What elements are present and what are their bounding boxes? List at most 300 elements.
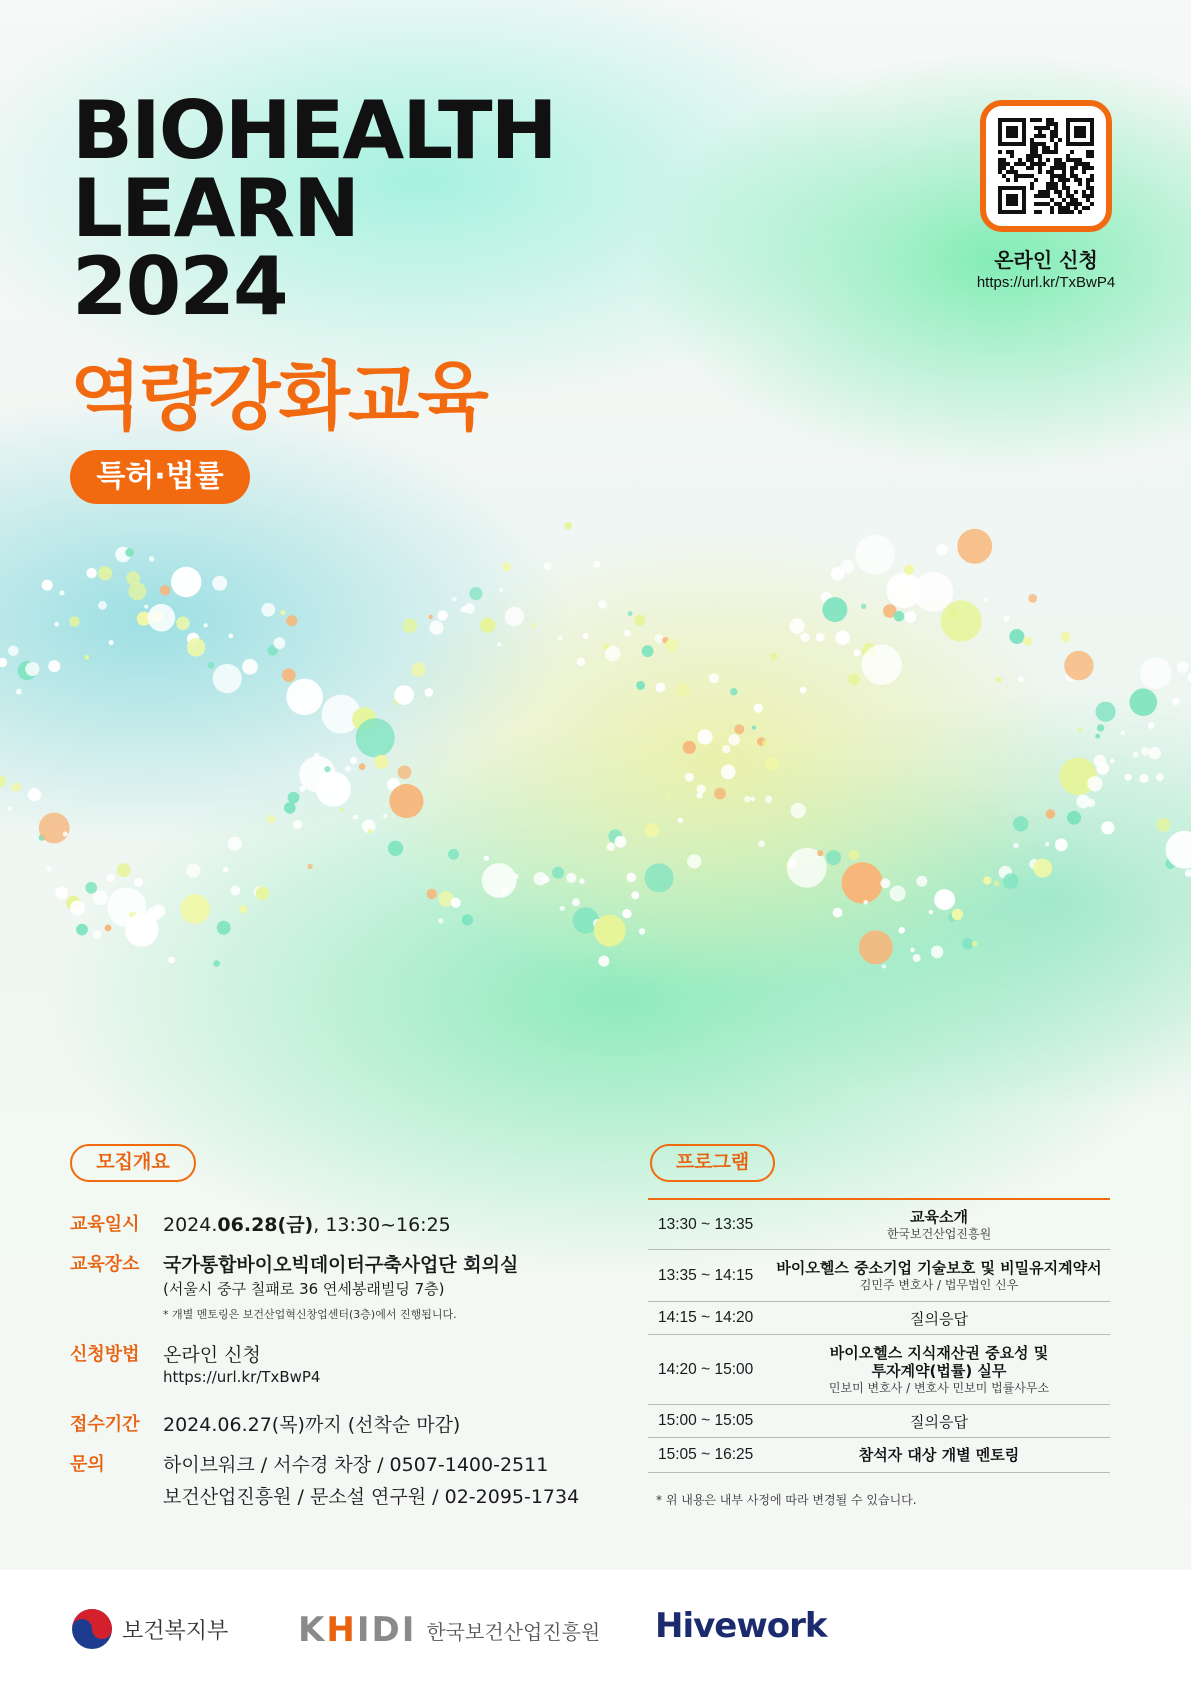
helix-dot — [239, 905, 247, 913]
program-row — [648, 1200, 1110, 1250]
helix-dot — [125, 548, 134, 557]
helix-dot — [579, 878, 585, 884]
date-day: 06.28(금) — [217, 1214, 314, 1236]
helix-dot — [531, 623, 536, 628]
helix-dot — [1110, 759, 1114, 763]
helix-dot — [180, 894, 210, 924]
helix-dot — [256, 887, 270, 901]
program-description — [768, 1200, 1110, 1249]
info-apply-key: 신청방법 — [70, 1344, 140, 1365]
helix-dot — [429, 615, 433, 619]
info-date-value — [163, 1210, 451, 1237]
helix-dot — [916, 876, 927, 887]
helix-dot — [913, 954, 921, 962]
info-contact-key: 문의 — [70, 1454, 105, 1475]
footer — [0, 1570, 1191, 1684]
helix-dot — [69, 616, 79, 626]
helix-dot — [149, 556, 154, 561]
helix-dot — [109, 640, 114, 645]
title-line-2: LEARN — [72, 162, 359, 255]
helix-dot — [11, 782, 21, 792]
helix-dot — [1087, 776, 1102, 791]
helix-dot — [359, 763, 366, 770]
info-period-key: 접수기간 — [70, 1414, 140, 1435]
helix-dot — [861, 604, 866, 609]
helix-dot — [448, 849, 459, 860]
program-description — [768, 1335, 1110, 1404]
helix-dot — [1156, 773, 1164, 781]
helix-dot — [722, 745, 730, 753]
helix-dot — [228, 837, 242, 851]
helix-dot — [855, 535, 895, 575]
helix-dot — [368, 829, 373, 834]
program-time: 14:20 ~ 15:00 — [658, 1360, 754, 1378]
helix-dot — [117, 863, 131, 877]
helix-dot — [624, 630, 631, 637]
helix-dot — [622, 909, 631, 918]
helix-dot — [863, 900, 868, 905]
helix-dot — [800, 687, 807, 694]
program-time: 13:35 ~ 14:15 — [658, 1266, 754, 1284]
title-english — [72, 84, 556, 333]
helix-dot — [286, 615, 297, 626]
helix-dot — [734, 724, 744, 734]
helix-dot — [427, 889, 437, 899]
helix-dot — [1133, 752, 1139, 758]
helix-dot — [1097, 762, 1110, 775]
helix-dot — [605, 646, 621, 662]
helix-dot — [1060, 632, 1071, 643]
helix-dot — [752, 726, 756, 730]
topic-tag: 특허·법률 — [70, 450, 250, 504]
title-korean: 역량강화교육 — [70, 354, 487, 440]
khidi-mark-h: H — [326, 1610, 357, 1650]
helix-dot — [42, 580, 53, 591]
info-contact-line-1: 하이브워크 / 서수경 차장 / 0507-1400-2511 — [163, 1454, 549, 1476]
helix-dot — [307, 864, 312, 869]
helix-dot — [128, 582, 146, 600]
helix-dot — [350, 757, 357, 764]
helix-dot — [282, 668, 296, 682]
helix-dot — [728, 734, 740, 746]
helix-dot — [438, 918, 443, 923]
program-title: 질의응답 — [910, 1412, 968, 1431]
helix-dot — [1157, 818, 1171, 832]
helix-dot — [558, 636, 563, 641]
helix-dot — [105, 925, 112, 932]
helix-dot — [931, 946, 944, 959]
helix-dot — [1141, 747, 1150, 756]
helix-dot — [1023, 637, 1032, 646]
helix-dot — [1172, 698, 1179, 705]
helix-dot — [1064, 651, 1093, 680]
program-speaker: 민보미 변호사 / 변호사 민보미 법률사무소 — [828, 1380, 1050, 1395]
helix-dot — [849, 850, 859, 860]
date-time: , 13:30~16:25 — [313, 1214, 451, 1236]
helix-dot — [54, 622, 59, 627]
helix-dot — [452, 597, 457, 602]
helix-dot — [934, 889, 955, 910]
khidi-mark — [298, 1610, 416, 1650]
helix-dot — [994, 881, 999, 886]
program-description — [768, 1405, 1110, 1437]
helix-dot — [505, 607, 524, 626]
helix-dot — [1055, 838, 1068, 851]
helix-dot — [714, 788, 726, 800]
helix-dot — [469, 587, 482, 600]
helix-dot — [1046, 809, 1056, 819]
recruit-heading: 모집개요 — [70, 1144, 196, 1182]
helix-dot — [1078, 728, 1083, 733]
helix-dot — [890, 886, 906, 902]
helix-dot — [790, 803, 805, 818]
helix-dot — [594, 915, 626, 947]
title-line-1: BIOHEALTH — [72, 84, 556, 177]
qr-code[interactable] — [980, 100, 1112, 232]
helix-dot — [751, 797, 755, 801]
helix-dot — [437, 610, 447, 620]
helix-dot — [678, 818, 683, 823]
helix-dot — [566, 873, 576, 883]
helix-dot — [833, 908, 843, 918]
info-place-note: * 개별 멘토링은 보건산업혁신창업센터(3층)에서 진행됩니다. — [163, 1308, 457, 1321]
helix-dot — [85, 655, 90, 660]
helix-dot — [721, 765, 736, 780]
helix-dot — [544, 563, 552, 571]
date-year: 2024. — [163, 1214, 218, 1236]
helix-dot — [340, 808, 344, 812]
helix-dot — [952, 909, 963, 920]
helix-dot — [93, 891, 108, 906]
helix-dot — [274, 637, 286, 649]
helix-dot — [765, 796, 772, 803]
helix-dot — [212, 576, 227, 591]
khidi-mark-k: K — [298, 1610, 327, 1650]
helix-dot — [1097, 724, 1104, 731]
program-title: 교육소개 — [910, 1207, 968, 1226]
helix-dot — [168, 957, 175, 964]
helix-dot — [86, 568, 96, 578]
helix-dot — [497, 642, 501, 646]
info-contact-line-2: 보건산업진흥원 / 문소설 연구원 / 02-2095-1734 — [163, 1486, 580, 1508]
helix-dot — [929, 910, 933, 914]
helix-dot — [1140, 774, 1149, 783]
helix-dot — [217, 921, 231, 935]
helix-dot — [171, 567, 201, 597]
helix-dot — [160, 585, 171, 596]
helix-dot — [176, 617, 190, 631]
helix-dot — [85, 882, 97, 894]
helix-dot — [962, 938, 973, 949]
helix-dot — [1009, 629, 1024, 644]
title-line-3: 2024 — [72, 240, 287, 333]
program-heading: 프로그램 — [650, 1144, 775, 1182]
helix-dot — [880, 878, 890, 888]
helix-dot — [148, 604, 176, 632]
khidi-mark-idi: IDI — [356, 1610, 417, 1650]
info-apply-value: 온라인 신청 — [163, 1344, 261, 1366]
helix-dot — [758, 840, 765, 847]
helix-dot — [645, 863, 674, 892]
helix-dot — [636, 681, 645, 690]
helix-dot — [817, 850, 823, 856]
helix-dot — [800, 633, 809, 642]
helix-dot — [144, 605, 148, 609]
helix-dot — [208, 662, 215, 669]
helix-dot — [666, 795, 670, 799]
program-row — [648, 1250, 1110, 1302]
helix-dot — [411, 662, 426, 677]
helix-dot — [204, 623, 208, 627]
helix-dot — [882, 964, 886, 968]
helix-dot — [631, 891, 639, 899]
helix-dot — [98, 566, 112, 580]
helix-dot — [8, 646, 19, 657]
info-date-key: 교육일시 — [70, 1214, 140, 1235]
helix-dot — [345, 766, 351, 772]
helix-dot — [316, 772, 351, 807]
program-row — [648, 1302, 1110, 1335]
helix-dot — [451, 898, 461, 908]
taegeuk-icon — [70, 1607, 114, 1651]
program-table — [648, 1198, 1110, 1473]
helix-dot — [709, 673, 719, 683]
helix-dot — [642, 645, 654, 657]
helix-dot — [213, 960, 220, 967]
helix-dot — [60, 590, 65, 595]
helix-dot — [1188, 673, 1191, 683]
khidi-name: 한국보건산업진흥원 — [426, 1619, 601, 1644]
helix-dot — [564, 522, 572, 530]
helix-dot — [403, 618, 418, 633]
helix-dot — [1028, 594, 1037, 603]
helix-dot — [598, 956, 609, 967]
helix-dot — [841, 560, 854, 573]
helix-dot — [913, 572, 953, 612]
helix-dot — [1185, 869, 1191, 876]
helix-dot — [0, 658, 7, 667]
helix-dot — [1095, 734, 1100, 739]
helix-dot — [223, 867, 229, 873]
helix-dot — [816, 632, 825, 641]
helix-dot — [744, 796, 750, 802]
helix-dot — [499, 588, 503, 592]
helix-dot — [552, 867, 564, 879]
helix-dot — [687, 854, 701, 868]
helix-dot — [941, 600, 982, 641]
helix-dot — [905, 611, 917, 623]
dna-helix-illustration — [0, 520, 1191, 1040]
helix-dot — [598, 600, 606, 608]
helix-dot — [152, 905, 165, 918]
helix-dot — [425, 688, 434, 697]
helix-dot — [676, 683, 690, 697]
helix-dot — [286, 679, 323, 716]
helix-dot — [762, 740, 768, 746]
helix-dot — [697, 785, 706, 794]
helix-dot — [607, 843, 615, 851]
helix-dot — [48, 660, 60, 672]
helix-dot — [1149, 747, 1161, 759]
helix-dot — [1067, 811, 1081, 825]
helix-dot — [697, 729, 712, 744]
program-title: 질의응답 — [910, 1309, 968, 1328]
helix-dot — [910, 948, 915, 953]
ministry-logo — [70, 1607, 228, 1651]
helix-dot — [389, 784, 423, 818]
helix-dot — [394, 685, 414, 705]
helix-dot — [983, 876, 991, 884]
helix-dot — [765, 757, 779, 771]
helix-dot — [1096, 702, 1116, 722]
helix-dot — [55, 887, 68, 900]
helix-dot — [187, 638, 206, 657]
helix-dot — [93, 930, 101, 938]
program-row — [648, 1405, 1110, 1438]
helix-dot — [76, 924, 88, 936]
info-period-value: 2024.06.27(목)까지 (선착순 마감) — [163, 1414, 461, 1436]
helix-dot — [626, 873, 636, 883]
qr-url-link[interactable]: https://url.kr/TxBwP4 — [976, 274, 1116, 291]
helix-dot — [1177, 661, 1189, 673]
program-time: 14:15 ~ 14:20 — [658, 1309, 754, 1326]
helix-dot — [502, 562, 511, 571]
info-apply-url[interactable]: https://url.kr/TxBwP4 — [163, 1368, 321, 1386]
helix-dot — [293, 820, 302, 829]
helix-dot — [513, 873, 519, 879]
helix-dot — [1125, 774, 1132, 781]
program-time: 13:30 ~ 13:35 — [658, 1215, 754, 1233]
program-speaker: 김민주 변호사 / 법무법인 신우 — [859, 1277, 1019, 1292]
helix-dot — [464, 603, 475, 614]
helix-dot — [957, 529, 992, 564]
helix-dot — [484, 856, 489, 861]
helix-dot — [1018, 677, 1024, 683]
program-time: 15:05 ~ 16:25 — [658, 1446, 754, 1463]
helix-dot — [822, 597, 847, 622]
program-title: 바이오헬스 중소기업 기술보호 및 비밀유지계약서 — [776, 1258, 1102, 1277]
helix-dot — [98, 601, 107, 610]
helix-dot — [835, 630, 849, 644]
helix-dot — [398, 765, 412, 779]
hivework-logo: Hivework — [655, 1606, 827, 1646]
helix-dot — [356, 718, 395, 757]
helix-dot — [28, 788, 41, 801]
helix-dot — [826, 850, 841, 865]
helix-dot — [324, 766, 330, 772]
helix-dot — [462, 914, 473, 925]
program-title: 참석자 대상 개별 멘토링 — [858, 1446, 1020, 1464]
helix-dot — [859, 930, 893, 964]
program-description — [768, 1302, 1110, 1334]
helix-dot — [972, 941, 977, 946]
helix-dot — [429, 621, 443, 635]
helix-dot — [0, 775, 6, 787]
program-description — [768, 1250, 1110, 1301]
helix-dot — [1033, 859, 1052, 878]
helix-dot — [1003, 873, 1019, 889]
program-time: 15:00 ~ 15:05 — [658, 1412, 754, 1429]
helix-dot — [730, 688, 737, 695]
helix-dot — [898, 927, 905, 934]
ministry-name: 보건복지부 — [122, 1618, 229, 1644]
khidi-logo — [298, 1610, 600, 1650]
program-row — [648, 1438, 1110, 1473]
helix-dot — [615, 836, 627, 848]
helix-dot — [634, 615, 645, 626]
helix-dot — [63, 832, 68, 837]
helix-dot — [848, 674, 860, 686]
helix-dot — [583, 633, 589, 639]
helix-dot — [284, 802, 296, 814]
helix-dot — [894, 611, 905, 622]
program-title: 투자계약(법률) 실무 — [871, 1361, 1007, 1380]
helix-dot — [665, 639, 678, 652]
helix-dot — [656, 683, 666, 693]
helix-dot — [754, 704, 763, 713]
helix-dot — [25, 662, 39, 676]
helix-dot — [1130, 688, 1158, 716]
helix-dot — [1140, 657, 1172, 689]
helix-dot — [228, 634, 233, 639]
helix-dot — [645, 823, 659, 837]
helix-dot — [593, 561, 600, 568]
helix-dot — [213, 664, 242, 693]
helix-dot — [46, 866, 52, 872]
helix-dot — [560, 906, 565, 911]
helix-dot — [854, 649, 861, 656]
helix-dot — [7, 806, 12, 811]
helix-dot — [683, 741, 696, 754]
program-title: 바이오헬스 지식재산권 중요성 및 — [829, 1343, 1049, 1362]
helix-dot — [542, 876, 549, 883]
program-speaker: 한국보건산업진흥원 — [886, 1226, 992, 1241]
helix-dot — [1013, 816, 1028, 831]
helix-dot — [1101, 821, 1114, 834]
helix-dot — [501, 886, 509, 894]
helix-dot — [983, 597, 987, 601]
helix-dot — [388, 841, 403, 856]
helix-dot — [70, 900, 85, 915]
helix-dot — [374, 755, 388, 769]
info-place-value: 국가통합바이오빅데이터구축사업단 회의실 — [163, 1254, 519, 1276]
program-description — [768, 1438, 1110, 1472]
helix-dot — [996, 677, 1002, 683]
helix-dot — [482, 863, 517, 898]
helix-dot — [242, 659, 258, 675]
qr-code-icon — [998, 118, 1094, 214]
helix-dot — [267, 815, 276, 824]
helix-dot — [1087, 799, 1096, 808]
helix-dot — [789, 618, 804, 633]
helix-dot — [577, 658, 585, 666]
qr-label: 온라인 신청 — [994, 248, 1098, 272]
helix-dot — [1003, 615, 1009, 621]
helix-dot — [1045, 842, 1049, 846]
helix-dot — [904, 565, 914, 575]
helix-dot — [480, 618, 495, 633]
helix-dot — [842, 862, 883, 903]
helix-dot — [1121, 731, 1125, 735]
helix-dot — [383, 814, 387, 818]
helix-dot — [1013, 843, 1019, 849]
helix-dot — [1148, 722, 1155, 729]
program-row — [648, 1335, 1110, 1405]
helix-dot — [572, 898, 580, 906]
helix-dot — [230, 886, 240, 896]
helix-dot — [861, 645, 901, 685]
helix-dot — [134, 878, 143, 887]
